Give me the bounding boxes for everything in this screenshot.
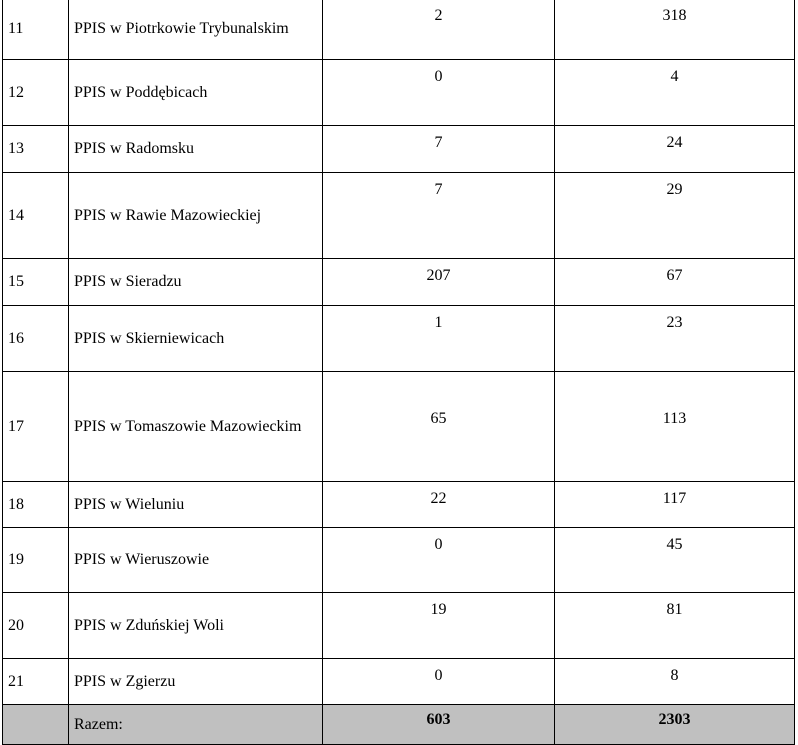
row-value-1: 65 <box>323 372 555 482</box>
row-number: 18 <box>3 482 69 528</box>
table-row <box>3 0 795 60</box>
total-number-cell <box>3 705 69 745</box>
row-name: PPIS w Tomaszowie Mazowieckim <box>69 372 323 482</box>
row-value-1: 207 <box>323 259 555 306</box>
row-number: 15 <box>3 259 69 306</box>
row-value-1: 0 <box>323 60 555 126</box>
row-number: 17 <box>3 372 69 482</box>
table-row <box>3 259 795 306</box>
table-row <box>3 372 795 482</box>
row-number: 20 <box>3 593 69 659</box>
table-row <box>3 528 795 593</box>
table-row <box>3 659 795 705</box>
total-value-1: 603 <box>323 705 555 745</box>
row-value-2: 29 <box>555 173 795 259</box>
row-number: 13 <box>3 126 69 173</box>
row-number: 11 <box>3 0 69 60</box>
row-value-2: 67 <box>555 259 795 306</box>
row-value-2: 8 <box>555 659 795 705</box>
table-row <box>3 126 795 173</box>
row-value-1: 7 <box>323 126 555 173</box>
row-name: PPIS w Poddębicach <box>69 60 323 126</box>
table-row <box>3 482 795 528</box>
row-value-1: 1 <box>323 306 555 372</box>
row-value-1: 7 <box>323 173 555 259</box>
row-number: 19 <box>3 528 69 593</box>
row-value-1: 22 <box>323 482 555 528</box>
row-name: PPIS w Zduńskiej Woli <box>69 593 323 659</box>
table-row <box>3 173 795 259</box>
row-value-2: 23 <box>555 306 795 372</box>
table-row <box>3 593 795 659</box>
table-row <box>3 306 795 372</box>
row-number: 21 <box>3 659 69 705</box>
row-name: PPIS w Wieruszowie <box>69 528 323 593</box>
data-table <box>2 0 795 745</box>
row-name: PPIS w Zgierzu <box>69 659 323 705</box>
row-value-2: 113 <box>555 372 795 482</box>
row-name: PPIS w Piotrkowie Trybunalskim <box>69 0 323 60</box>
row-value-1: 0 <box>323 659 555 705</box>
row-number: 12 <box>3 60 69 126</box>
row-value-2: 81 <box>555 593 795 659</box>
row-name: PPIS w Sieradzu <box>69 259 323 306</box>
row-name: PPIS w Rawie Mazowieckiej <box>69 173 323 259</box>
total-row <box>3 705 795 745</box>
row-number: 16 <box>3 306 69 372</box>
row-number: 14 <box>3 173 69 259</box>
table-row <box>3 60 795 126</box>
row-value-2: 318 <box>555 0 795 60</box>
row-value-2: 4 <box>555 60 795 126</box>
total-value-2: 2303 <box>555 705 795 745</box>
row-value-2: 45 <box>555 528 795 593</box>
row-value-1: 19 <box>323 593 555 659</box>
row-name: PPIS w Skierniewicach <box>69 306 323 372</box>
row-value-2: 117 <box>555 482 795 528</box>
row-value-2: 24 <box>555 126 795 173</box>
total-label: Razem: <box>69 705 323 745</box>
row-value-1: 2 <box>323 0 555 60</box>
row-name: PPIS w Wieluniu <box>69 482 323 528</box>
row-value-1: 0 <box>323 528 555 593</box>
row-name: PPIS w Radomsku <box>69 126 323 173</box>
